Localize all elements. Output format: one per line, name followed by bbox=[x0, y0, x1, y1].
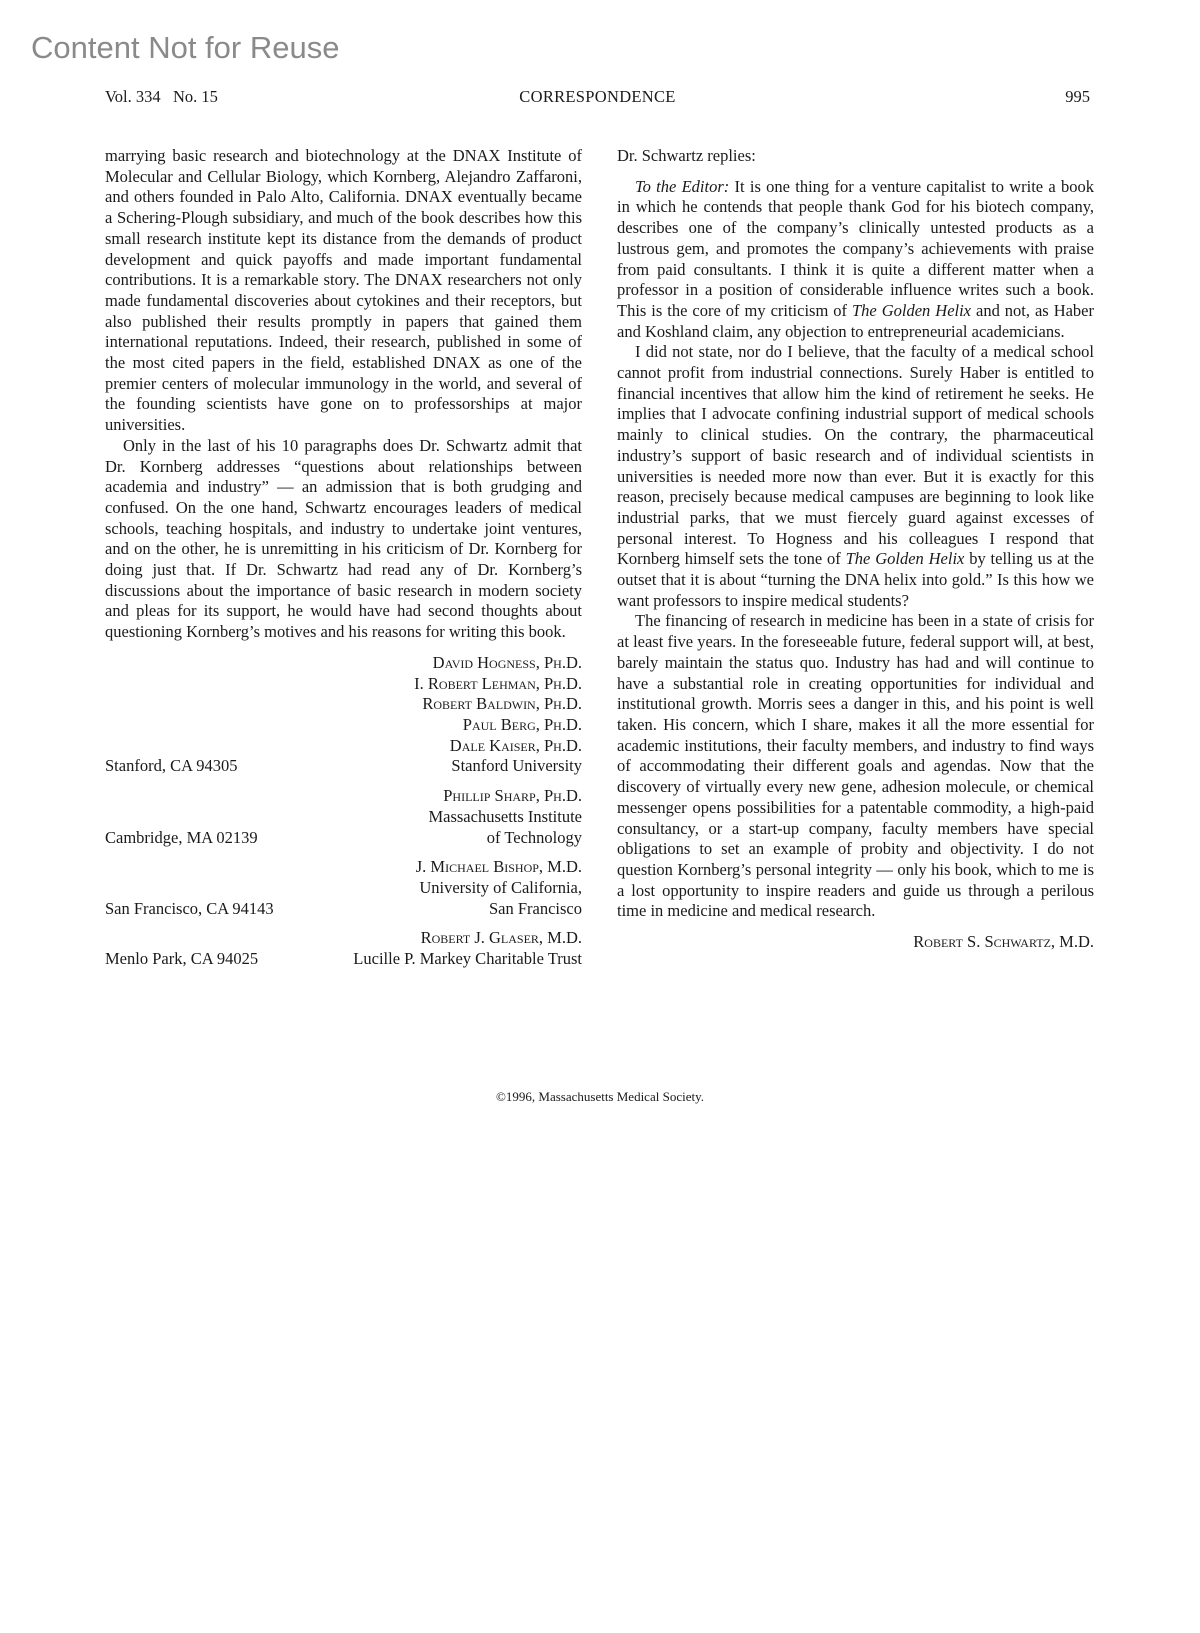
signer-name: David Hogness, Ph.D. bbox=[432, 652, 582, 672]
signer-institution: of Technology bbox=[486, 827, 582, 847]
reply-paragraph: The financing of research in medicine has been in a state of crisis for at least five years. In the foreseeable future, federal support will, at best, barely maintain the status quo. Industry has had and will continue to have a substantial role in creating opportunities for individual and institutional growth. Morris sees a danger in this, and his point is well taken. His concern, which I share, makes it all the more essential for academic institutions, their faculty members, and industry to find ways of accommodating their different goals and agendas. Now that the discovery of virtually every new gene, adhesion molecule, or chemical messenger opens possibilities for a patentable commodity, a high-paid consultancy, or a start-up company, faculty members have special obligations to set an example of probity and objectivity. I do not question Kornberg’s personal integrity — only his book, which to me is a lost opportunity to inspire readers and guide us through a perilous time in medicine and medical research. bbox=[617, 611, 1094, 921]
signer-city: Stanford, CA 94305 bbox=[105, 756, 238, 776]
signature-block bbox=[105, 653, 582, 970]
reply-signature: Robert S. Schwartz, M.D. bbox=[913, 932, 1094, 952]
signer-name: Robert Baldwin, Ph.D. bbox=[422, 694, 582, 714]
reply-paragraph bbox=[617, 342, 1094, 611]
signer-institution: Massachusetts Institute bbox=[428, 806, 582, 826]
section-title: CORRESPONDENCE bbox=[519, 87, 676, 106]
paragraph-text: It is one thing for a venture capitalist to write a book in which he contends that people thank God for his biotech company, describes one of the company’s clinically untested products as a lustrous gem, and promotes the company’s achievements with praise from paid consultants. I think it is quite a different matter when a professor in a position of considerable influence writes such a book. This is the core of my criticism of bbox=[617, 176, 1094, 320]
right-column bbox=[617, 146, 1094, 953]
left-column bbox=[105, 146, 582, 979]
reply-heading: Dr. Schwartz replies: bbox=[617, 146, 756, 165]
signer-institution: Lucille P. Markey Charitable Trust bbox=[353, 949, 582, 969]
signer-name: Dale Kaiser, Ph.D. bbox=[449, 735, 582, 755]
signature-group-mit bbox=[105, 786, 582, 848]
copyright-notice: ©1996, Massachusetts Medical Society. bbox=[496, 1089, 704, 1104]
letter-paragraph: marrying basic research and biotechnology at the DNAX Institute of Molecular and Cellular Biology, which Kornberg, Alejandro Zaffaroni, and others founded in Palo Alto, California. DNAX eventually became a Schering-Plough subsidiary, and much of the book describes how this small research institute kept its distance from the demands of product development and quick payoffs and made important fundamental contributions. It is a remarkable story. The DNAX researchers not only made fundamental discoveries about cytokines and their receptors, but also published their results promptly in papers that gained them international reputations. Indeed, their research, published in some of the most cited papers in the field, established DNAX as one of the premier centers of molecular immunology in the world, and several of the founding scientists have gone on to professorships at major universities. bbox=[105, 146, 582, 435]
signature-group-stanford bbox=[105, 653, 582, 777]
signer-institution: Stanford University bbox=[451, 756, 582, 776]
volume-issue: Vol. 334 No. 15 bbox=[105, 87, 218, 106]
signer-name: Robert J. Glaser, M.D. bbox=[420, 928, 582, 948]
signature-group-markey bbox=[105, 928, 582, 969]
signer-institution: San Francisco bbox=[488, 898, 582, 918]
signer-name: Paul Berg, Ph.D. bbox=[462, 714, 582, 734]
signer-city: Cambridge, MA 02139 bbox=[105, 827, 258, 847]
signer-name: I. Robert Lehman, Ph.D. bbox=[414, 673, 582, 693]
paragraph-text: and not, as Haber and Koshland claim, any objection to entrepreneurial academicians. bbox=[617, 300, 1094, 341]
letter-paragraph: Only in the last of his 10 paragraphs does Dr. Schwartz admit that Dr. Kornberg addresses “questions about relationships between academia and industry” — an admission that is both grudging and confused. On the one hand, Schwartz encourages leaders of medical schools, teaching hospitals, and industry to undertake joint ventures, and on the other, he is unremitting in his criticism of Dr. Kornberg for doing just that. If Dr. Schwartz had read any of Dr. Kornberg’s discussions about the importance of basic research in modern society and pleas for its support, he would have had second thoughts about questioning Kornberg’s motives and his reasons for writing this book. bbox=[105, 435, 582, 642]
running-head bbox=[105, 87, 1090, 109]
paragraph-text: I did not state, nor do I believe, that the faculty of a medical school cannot profit from industrial connections. Surely Haber is entitled to financial incentives that allow him the kind of retirement he seeks. He implies that I advocate confining industrial support of medical schools mainly to clinical studies. On the contrary, the pharmaceutical industry’s support of basic research and of individual scientists in universities is needed more now than ever. But it is exactly for this reason, precisely because medical campuses are beginning to look like industrial parks, that we must fiercely guard against excesses of personal interest. To Hogness and his colleagues I respond that Kornberg himself sets the tone of bbox=[617, 342, 1094, 569]
book-title: The Golden Helix bbox=[845, 549, 965, 569]
signer-name: Phillip Sharp, Ph.D. bbox=[443, 786, 582, 806]
signer-name: J. Michael Bishop, M.D. bbox=[415, 857, 582, 877]
paragraph-text: by telling us at the outset that it is about “turning the DNA helix into gold.” Is this how we want professors to inspire medical students? bbox=[617, 549, 1095, 610]
signature-group-ucsf bbox=[105, 857, 582, 919]
signer-city: Menlo Park, CA 94025 bbox=[105, 949, 259, 969]
page-number: 995 bbox=[1065, 87, 1090, 106]
watermark-text: Content Not for Reuse bbox=[31, 30, 340, 65]
signer-city: San Francisco, CA 94143 bbox=[105, 898, 274, 918]
book-title: The Golden Helix bbox=[852, 300, 972, 320]
signer-institution: University of California, bbox=[419, 877, 582, 897]
reply-paragraph bbox=[617, 177, 1094, 343]
salutation: To the Editor: bbox=[635, 176, 730, 196]
